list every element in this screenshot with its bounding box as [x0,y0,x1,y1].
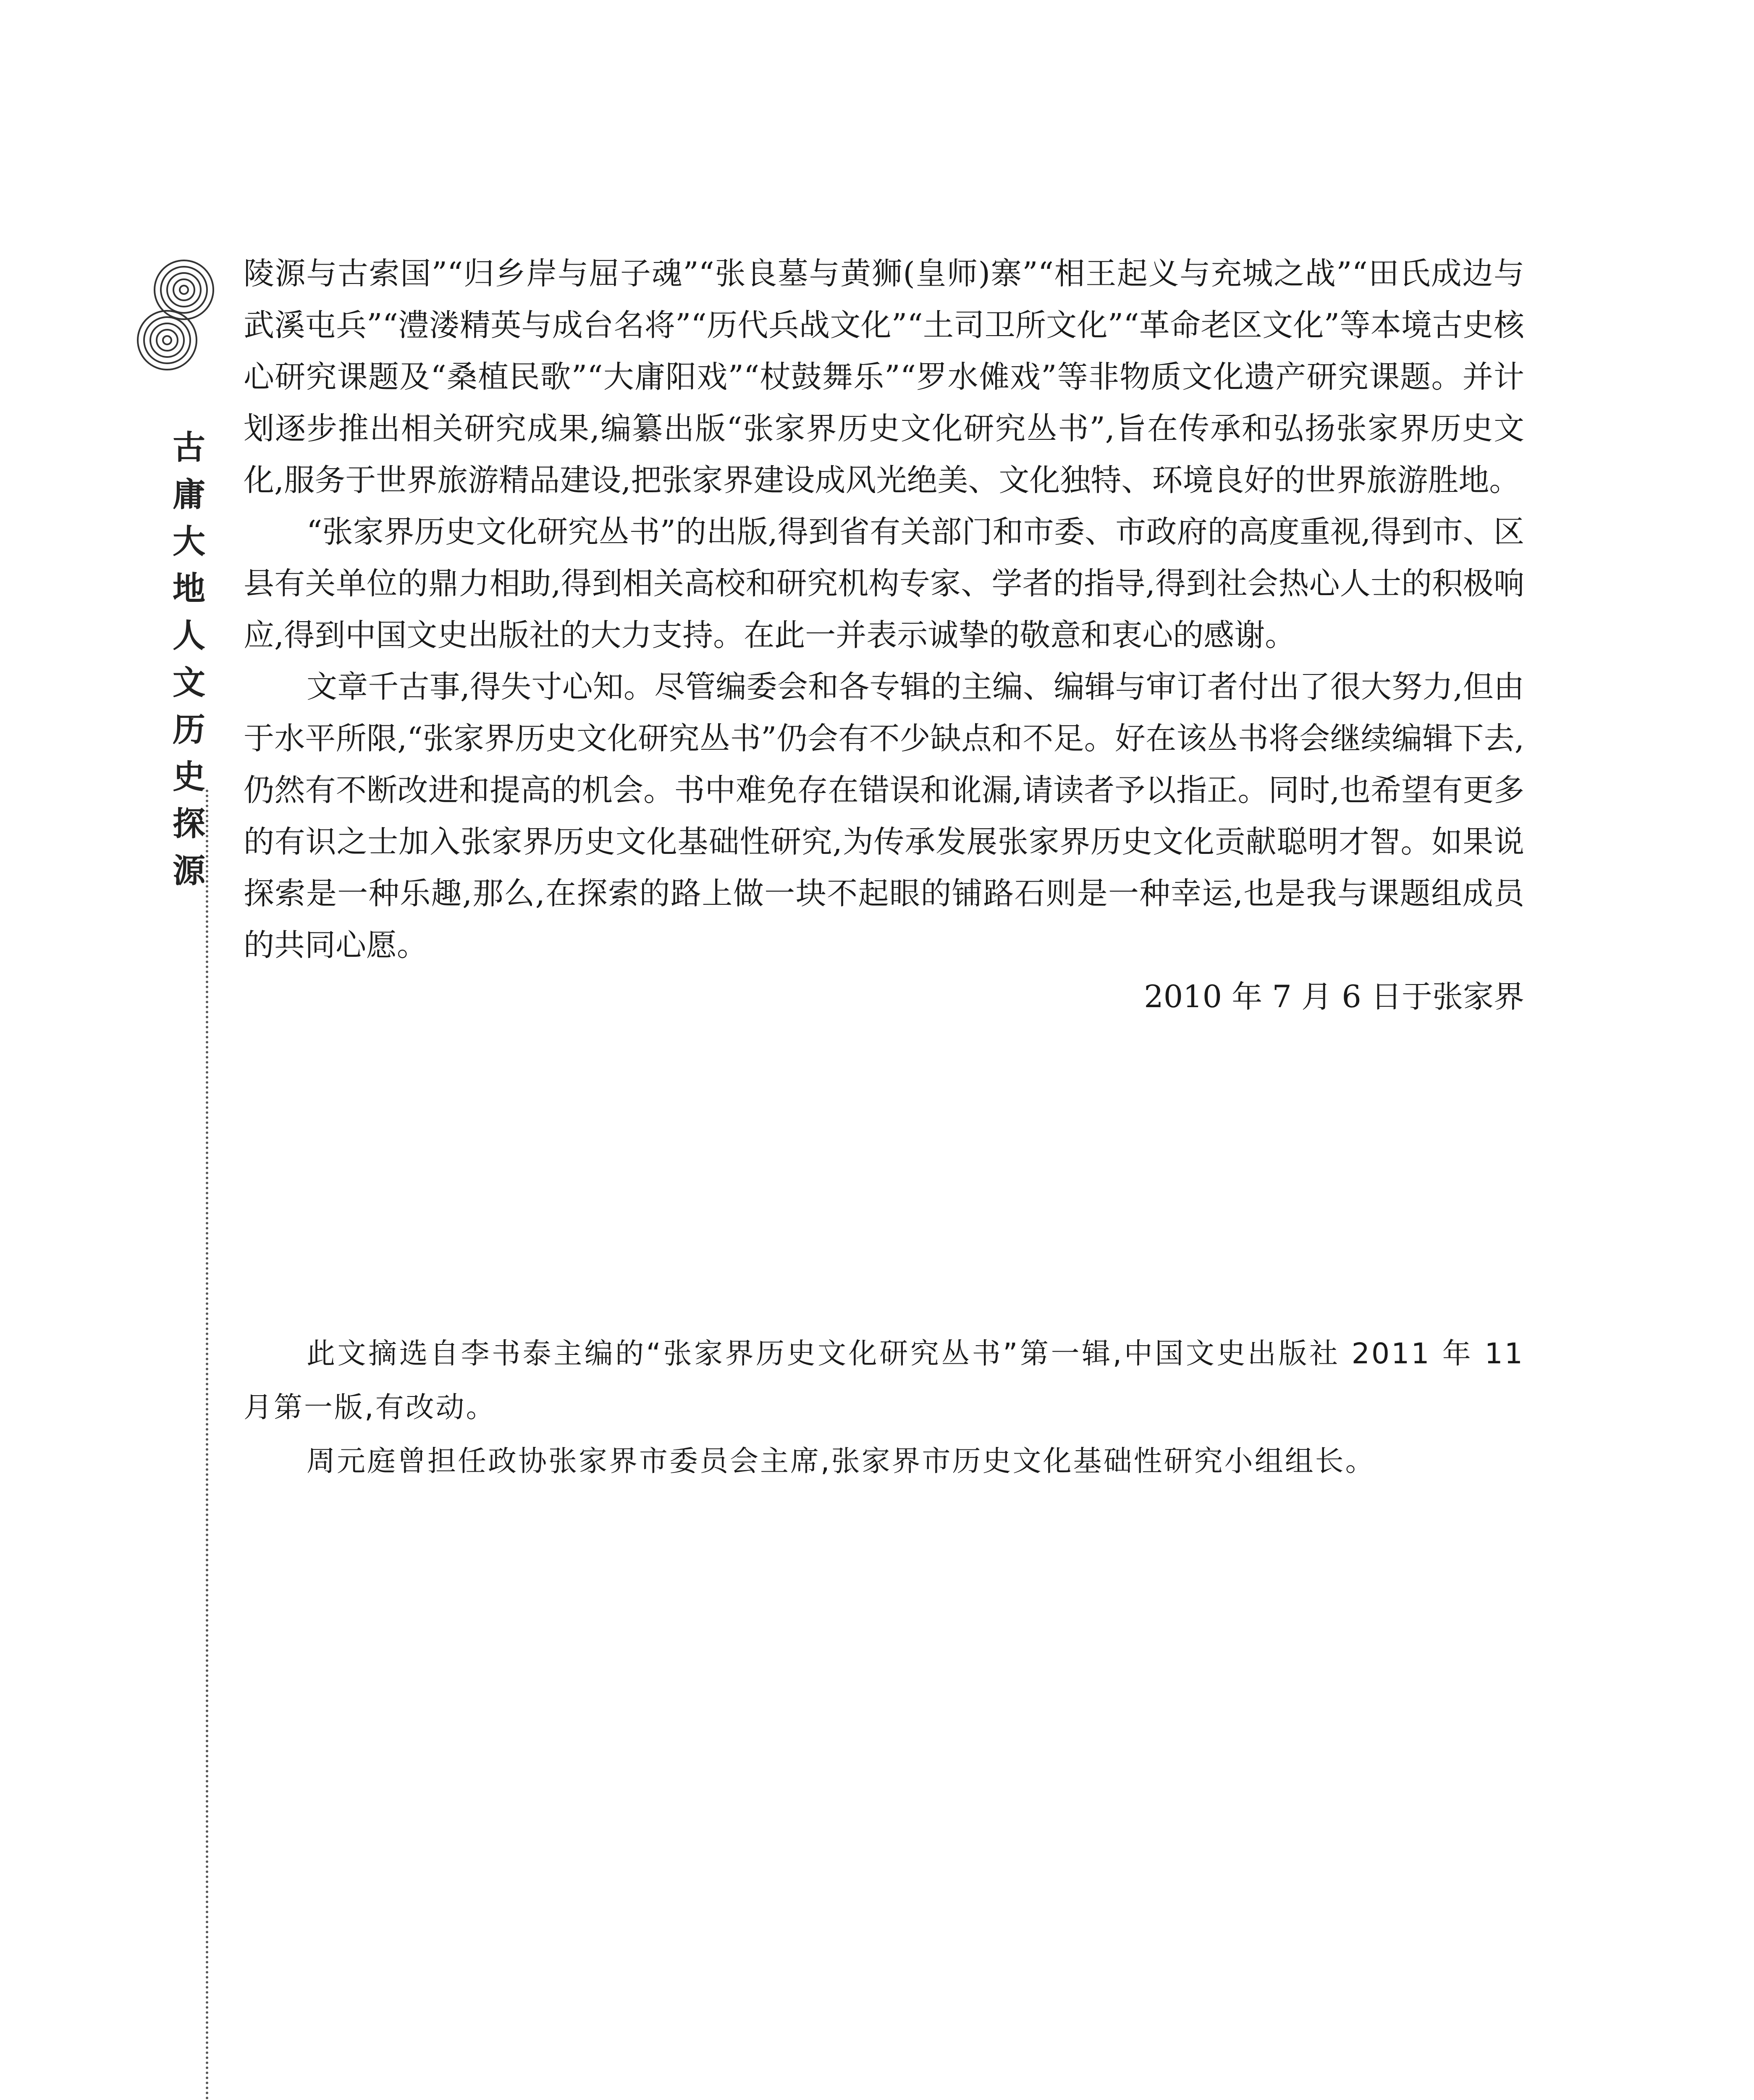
note-paragraph: 此文摘选自李书泰主编的“张家界历史文化研究丛书”第一辑,中国文史出版社 2011 年 11 月第一版,有改动。 [244,1337,1524,1424]
title-char: 大 [172,523,205,561]
title-char: 地 [172,570,205,608]
margin-divider [206,790,208,2100]
title-char: 庸 [172,476,205,514]
paragraph: 陵源与古索国”“归乡岸与屈子魂”“张良墓与黄狮(皇师)寨”“相王起义与充城之战”“田氏成边与武溪屯兵”“澧溇精英与成台名将”“历代兵战文化”“土司卫所文化”“革命老区文化”等本境古史核心研究课题及“桑植民歌”“大庸阳戏”“杖鼓舞乐”“罗水傩戏”等非物质文化遗产研究课题。并计划逐步推出相关研究成果,编纂出版“张家界历史文化研究丛书”,旨在传承和弘扬张家界历史文化,服务于世界旅游精品建设,把张家界建设成风光绝美、文化独特、环境良好的世界旅游胜地。 [244,256,1525,498]
body-text [244,248,1524,1023]
title-char: 源 [172,852,205,890]
title-char: 探 [172,805,205,843]
book-title-vertical [166,424,212,895]
paragraph: 文章千古事,得失寸心知。尽管编委会和各专辑的主编、编辑与审订者付出了很大努力,但由于水平所限,“张家界历史文化研究丛书”仍会有不少缺点和不足。好在该丛书将会继续编辑下去,仍然有不断改进和提高的机会。书中难免存在错误和讹漏,请读者予以指正。同时,也希望有更多的有识之士加入张家界历史文化基础性研究,为传承发展张家界历史文化贡献聪明才智。如果说探索是一种乐趣,那么,在探索的路上做一块不起眼的铺路石则是一种幸运,也是我与课题组成员的共同心愿。 [244,669,1524,963]
paragraph: “张家界历史文化研究丛书”的出版,得到省有关部门和市委、市政府的高度重视,得到市、区县有关单位的鼎力相助,得到相关高校和研究机构专家、学者的指导,得到社会热心人士的积极响应,得到中国文史出版社的大力支持。在此一并表示诚挚的敬意和衷心的感谢。 [244,514,1524,653]
title-char: 史 [172,758,205,796]
spiral-ornament-icon [134,252,218,378]
title-char: 文 [172,664,205,702]
title-char: 古 [172,429,205,467]
note-paragraph: 周元庭曾担任政协张家界市委员会主席,张家界市历史文化基础性研究小组组长。 [307,1445,1376,1478]
signature-date: 2010 年 7 月 6 日于张家界 [1144,979,1524,1015]
title-char: 历 [172,711,205,749]
editor-note [244,1327,1524,1488]
title-char: 人 [172,617,205,655]
